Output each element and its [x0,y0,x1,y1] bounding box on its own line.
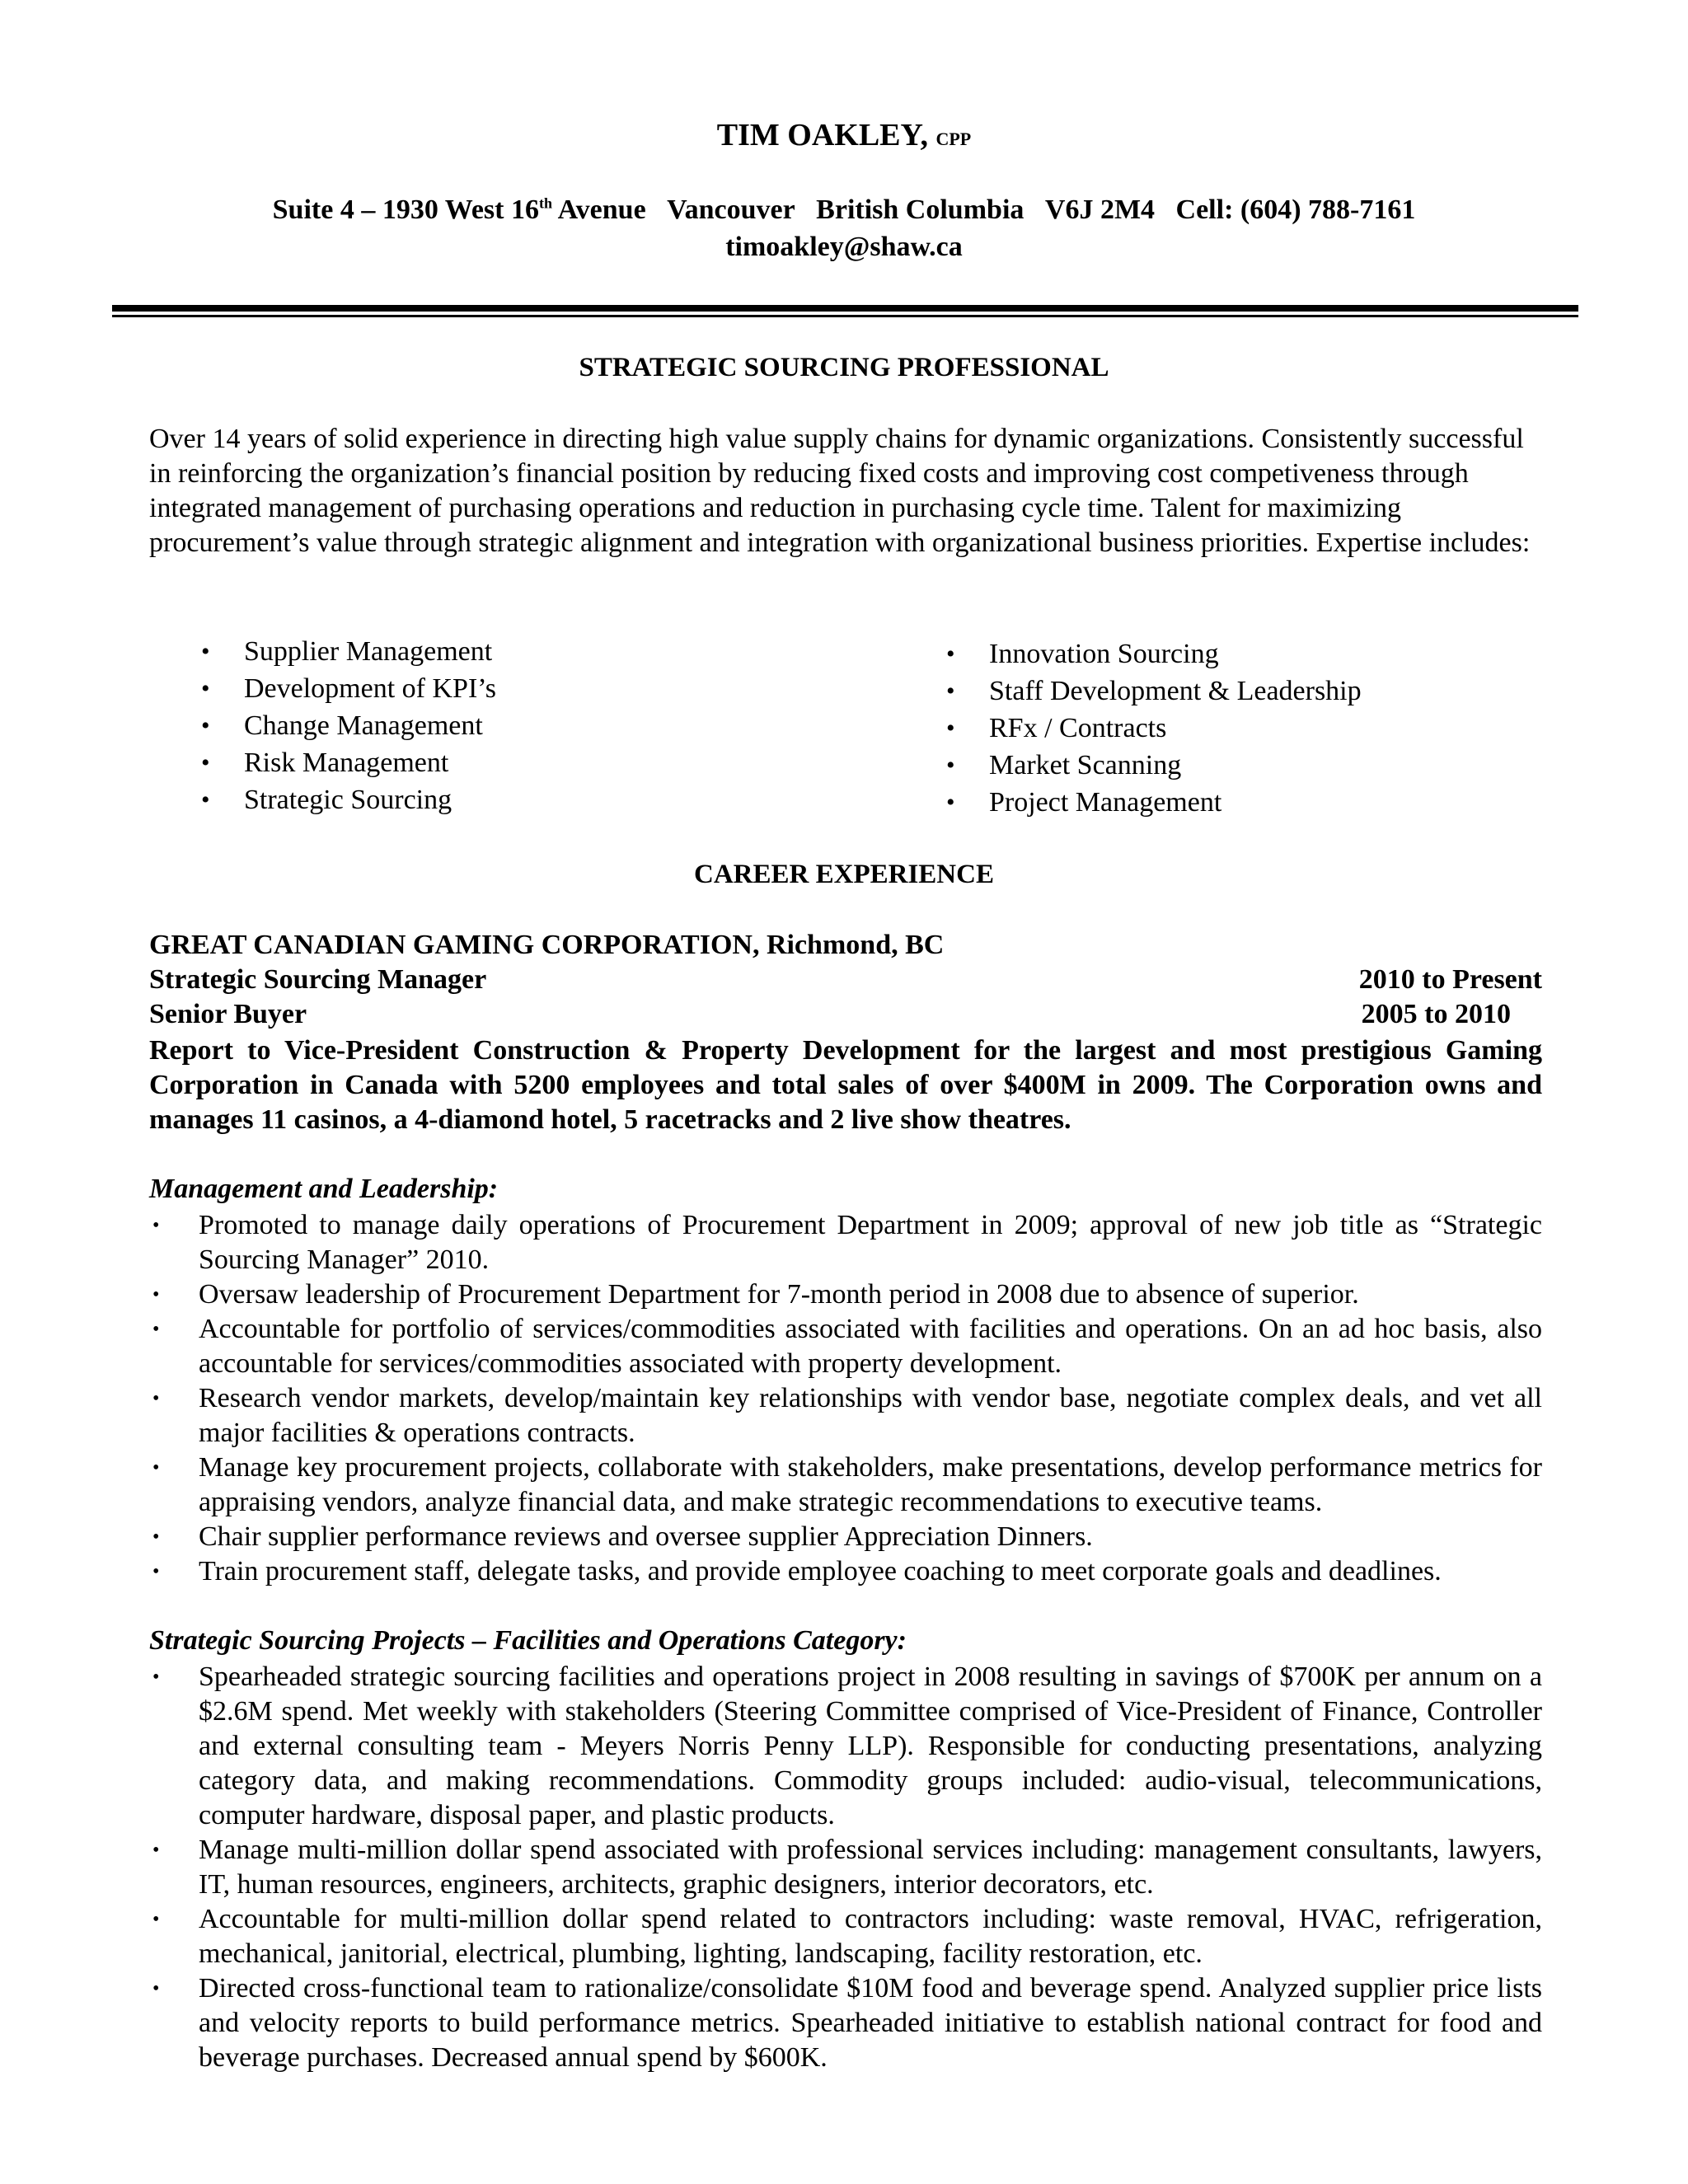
bullet-icon: • [152,1284,160,1305]
bullet-icon: • [152,1457,160,1479]
header-divider-thick [112,305,1578,312]
bullet-icon: • [946,752,955,779]
role-title: Senior Buyer [149,999,307,1029]
contact-email: timoakley@shaw.ca [725,232,963,262]
list-item [149,1208,1542,1277]
skill-label: Supplier Management [244,636,493,667]
bullet-icon: • [201,749,210,776]
list-item [149,1833,1542,1902]
list-item [149,1660,1542,1833]
projects-bullet-list [149,1660,1542,2075]
experience-heading: CAREER EXPERIENCE [694,860,994,889]
list-item-text: Spearheaded strategic sourcing facilities and operations project in 2008 resulting in savings of $700K per annum on a $2.6M spend. Met weekly with stakeholders (Steering Committee comprised of Vice-President of Finance, Controller and external consulting team - Meyers Norris Penny LLP). Responsible for conducting presentations, analyzing category data, and making recommendations. Commodity groups included: audio-visual, telecommunications, computer hardware, disposal paper, and plastic products. [199,1661,1542,1830]
skill-item [196,744,496,781]
bullet-icon: • [946,640,955,668]
bullet-icon: • [201,712,210,739]
bullet-icon: • [152,1561,160,1582]
bullet-icon: • [152,1909,160,1930]
bullet-icon: • [201,786,210,813]
contact-address [0,194,1688,226]
list-item [149,1381,1542,1451]
management-bullet-list [149,1208,1542,1589]
list-item-text: Manage key procurement projects, collaborate with stakeholders, make presentations, develop performance metrics for appraising vendors, analyze financial data, and make strategic recommendations to executive teams. [199,1452,1542,1517]
list-item-text: Oversaw leadership of Procurement Department for 7-month period in 2008 due to absence of superior. [199,1279,1359,1310]
skill-item [941,710,1362,747]
skill-label: RFx / Contracts [989,713,1167,743]
skill-item [941,673,1362,710]
bullet-icon: • [946,789,955,816]
skill-item [941,747,1362,784]
candidate-name-line [0,117,1688,153]
company-name: GREAT CANADIAN GAMING CORPORATION, Richmond, BC [149,930,945,960]
address-part-2: Avenue Vancouver British Columbia V6J 2M4 Cell: (604) 788-7161 [552,194,1416,225]
header-divider-thin [112,315,1578,317]
summary-heading: STRATEGIC SOURCING PROFESSIONAL [579,353,1109,382]
list-item-text: Directed cross-functional team to rationalize/consolidate $10M food and beverage spend. Analyzed supplier price lists and velocity reports to build performance metrics. Spearheaded initiative to establish national contract for food and beverage purchases. Decreased annual spend by $600K. [199,1973,1542,2073]
list-item [149,1451,1542,1520]
skill-item [196,781,496,818]
skill-label: Risk Management [244,748,449,778]
skill-label: Innovation Sourcing [989,639,1219,669]
bullet-icon: • [201,638,210,665]
list-item [149,1277,1542,1312]
skill-label: Development of KPI’s [244,673,496,704]
list-item-text: Chair supplier performance reviews and oversee supplier Appreciation Dinners. [199,1521,1093,1552]
role-row [149,999,1542,1033]
list-item-text: Manage multi-million dollar spend associated with professional services including: management consultants, lawyers, IT, human resources, engineers, architects, graphic designers, interior decorators, etc. [199,1835,1542,1900]
skill-label: Change Management [244,710,483,741]
summary-paragraph: Over 14 years of solid experience in directing high value supply chains for dynamic organizations. Consistently successful in reinforcing the organization’s financial position by reducing fixed costs and improving cost competiveness through integrated management of purchasing operations and reduction in purchasing cycle time. Talent for maximizing procurement’s value through strategic alignment and integration with organizational business priorities. Expertise includes: [149,424,1531,558]
bullet-icon: • [152,1840,160,1861]
bullet-icon: • [152,1666,160,1688]
bullet-icon: • [946,677,955,705]
bullet-icon: • [201,675,210,702]
list-item-text: Train procurement staff, delegate tasks, and provide employee coaching to meet corporate goals and deadlines. [199,1556,1442,1586]
bullet-icon: • [152,1526,160,1548]
list-item [149,1554,1542,1589]
list-item-text: Research vendor markets, develop/maintain key relationships with vendor base, negotiate complex deals, and vet all major facilities & operations contracts. [199,1383,1542,1448]
projects-subheading: Strategic Sourcing Projects – Facilities and Operations Category: [149,1625,907,1656]
skill-label: Strategic Sourcing [244,785,452,815]
list-item-text: Accountable for multi-million dollar spend related to contractors including: waste removal, HVAC, refrigeration, mechanical, janitorial, electrical, plumbing, lighting, landscaping, facility restoration, etc. [199,1904,1542,1969]
address-superscript: th [538,194,552,212]
skill-item [196,633,496,670]
role-row [149,964,1542,999]
skill-label: Staff Development & Leadership [989,676,1362,706]
role-dates: 2010 to Present [1358,964,1542,995]
skills-list-right [941,635,1362,821]
bullet-icon: • [152,1319,160,1340]
address-part-1: Suite 4 – 1930 West 16 [272,194,539,225]
list-item [149,1520,1542,1554]
bullet-icon: • [152,1978,160,1999]
bullet-icon: • [152,1388,160,1409]
bullet-icon: • [946,715,955,742]
list-item-text: Accountable for portfolio of services/commodities associated with facilities and operations. On an ad hoc basis, also accountable for services/commodities associated with property development. [199,1314,1542,1379]
company-description: Report to Vice-President Construction & Property Development for the largest and most prestigious Gaming Corporation in Canada with 5200 employees and total sales of over $400M in 2009. The Corporation owns and manages 11 casinos, a 4-diamond hotel, 5 racetracks and 2 live show theatres. [149,1035,1542,1135]
skills-list-left [196,633,496,818]
list-item [149,1312,1542,1381]
skill-item [196,707,496,744]
candidate-name: TIM OAKLEY, [716,118,928,152]
skill-item [196,670,496,707]
skill-label: Project Management [989,787,1222,818]
skill-label: Market Scanning [989,750,1182,780]
list-item [149,1971,1542,2075]
role-dates: 2005 to 2010 [1361,999,1511,1029]
skill-item [941,784,1362,821]
management-subheading: Management and Leadership: [149,1174,499,1204]
list-item-text: Promoted to manage daily operations of Procurement Department in 2009; approval of new job title as “Strategic Sourcing Manager” 2010. [199,1210,1542,1275]
credential: CPP [935,129,972,149]
bullet-icon: • [152,1215,160,1236]
skill-item [941,635,1362,673]
role-title: Strategic Sourcing Manager [149,964,487,995]
list-item [149,1902,1542,1971]
